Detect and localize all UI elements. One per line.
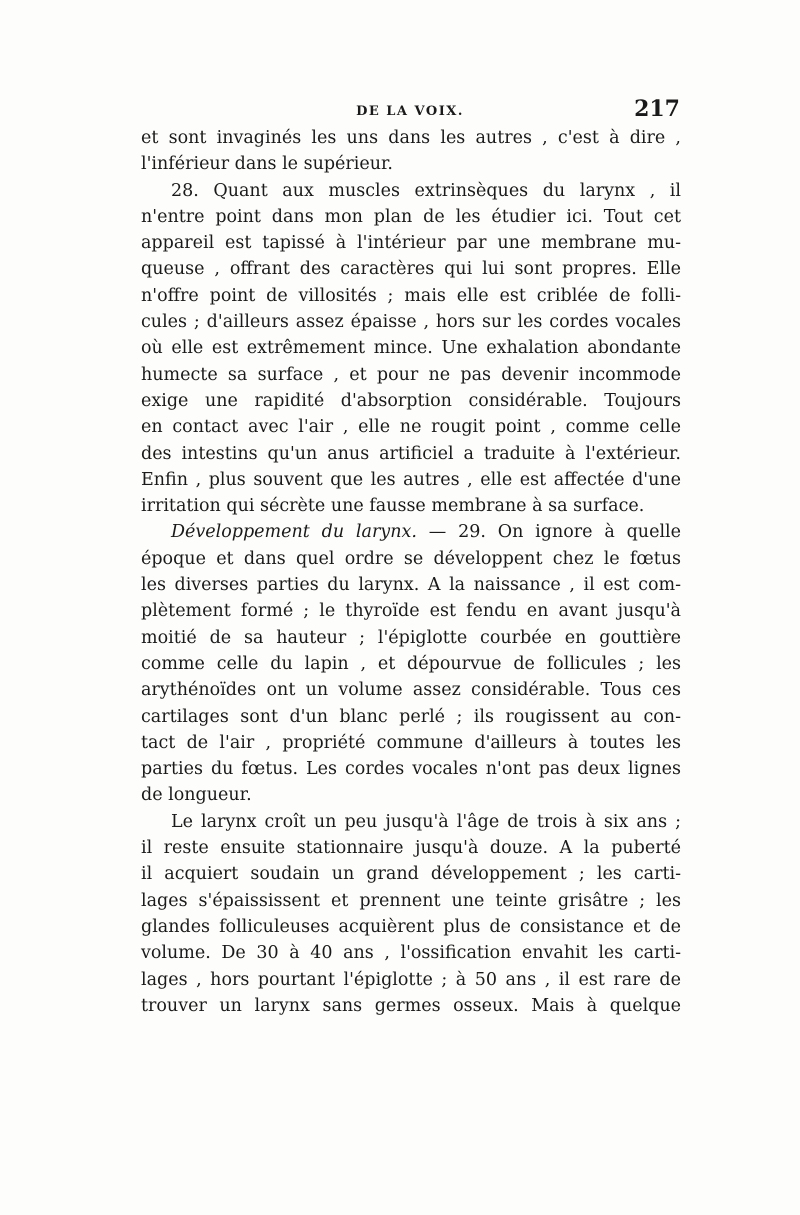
text-line: trouver un larynx sans germes osseux. Mais à quelque [141,995,681,1016]
section-heading-line [141,519,681,545]
running-head [140,96,680,126]
text-line: les diverses parties du larynx. A la naissance , il est com- [141,575,681,596]
text-line: cartilages sont d'un blanc perlé ; ils rougissent au con- [141,706,681,727]
text-line: volume. De 30 à 40 ans , l'ossification envahit les carti- [141,943,681,964]
text-line: et sont invaginés les uns dans les autres , c'est à dire , [141,128,681,148]
section-title: Développement du larynx. [171,522,417,543]
text-line: exige une rapidité d'absorption considérable. Toujours [141,390,681,411]
text-line: n'entre point dans mon plan de les étudier ici. Tout cet [141,206,681,227]
text-line: cules ; d'ailleurs assez épaisse , hors sur les cordes vocales [141,312,681,333]
text-line: glandes folliculeuses acquièrent plus de consistance et de [141,916,681,937]
text-line: de longueur. [141,785,252,806]
body-text [141,125,681,1019]
text-line: des intestins qu'un anus artificiel a traduite à l'extérieur. [141,443,681,464]
text-line: 28. Quant aux muscles extrinsèques du larynx , il [171,180,681,201]
text-line: moitié de sa hauteur ; l'épiglotte courbée en gouttière [141,627,681,648]
text-line: irritation qui sécrète une fausse membrane à sa surface. [141,496,645,517]
text-line: l'inférieur dans le supérieur. [141,154,393,175]
text-line: Enfin , plus souvent que les autres , elle est affectée d'une [141,469,681,490]
text-line: humecte sa surface , et pour ne pas devenir incommode [141,364,681,385]
text-line: tact de l'air , propriété commune d'ailleurs à toutes les [141,732,681,753]
text-line: plètement formé ; le thyroïde est fendu en avant jusqu'à [141,601,681,622]
text-line: lages , hors pourtant l'épiglotte ; à 50 ans , il est rare de [141,969,681,990]
text-line: lages s'épaississent et prennent une teinte grisâtre ; les [141,890,681,911]
section-heading-rest: — 29. On ignore à quelle [416,522,681,543]
text-line: arythénoïdes ont un volume assez considérable. Tous ces [141,680,681,701]
text-line: en contact avec l'air , elle ne rougit point , comme celle [141,417,681,438]
running-title: DE LA VOIX. [356,104,464,119]
text-line: comme celle du lapin , et dépourvue de follicules ; les [141,653,681,674]
text-line: n'offre point de villosités ; mais elle est criblée de folli- [141,285,681,306]
text-line: où elle est extrêmement mince. Une exhalation abondante [141,338,681,359]
text-line: il reste ensuite stationnaire jusqu'à douze. A la puberté [141,838,681,859]
text-line: queuse , offrant des caractères qui lui sont propres. Elle [141,259,681,280]
text-line: appareil est tapissé à l'intérieur par une membrane mu- [141,233,681,254]
text-line: parties du fœtus. Les cordes vocales n'ont pas deux lignes [141,759,681,780]
page-number: 217 [634,96,680,122]
text-line: il acquiert soudain un grand développement ; les carti- [141,864,681,885]
text-line: époque et dans quel ordre se développent chez le fœtus [141,548,681,569]
text-line: Le larynx croît un peu jusqu'à l'âge de trois à six ans ; [171,811,681,832]
